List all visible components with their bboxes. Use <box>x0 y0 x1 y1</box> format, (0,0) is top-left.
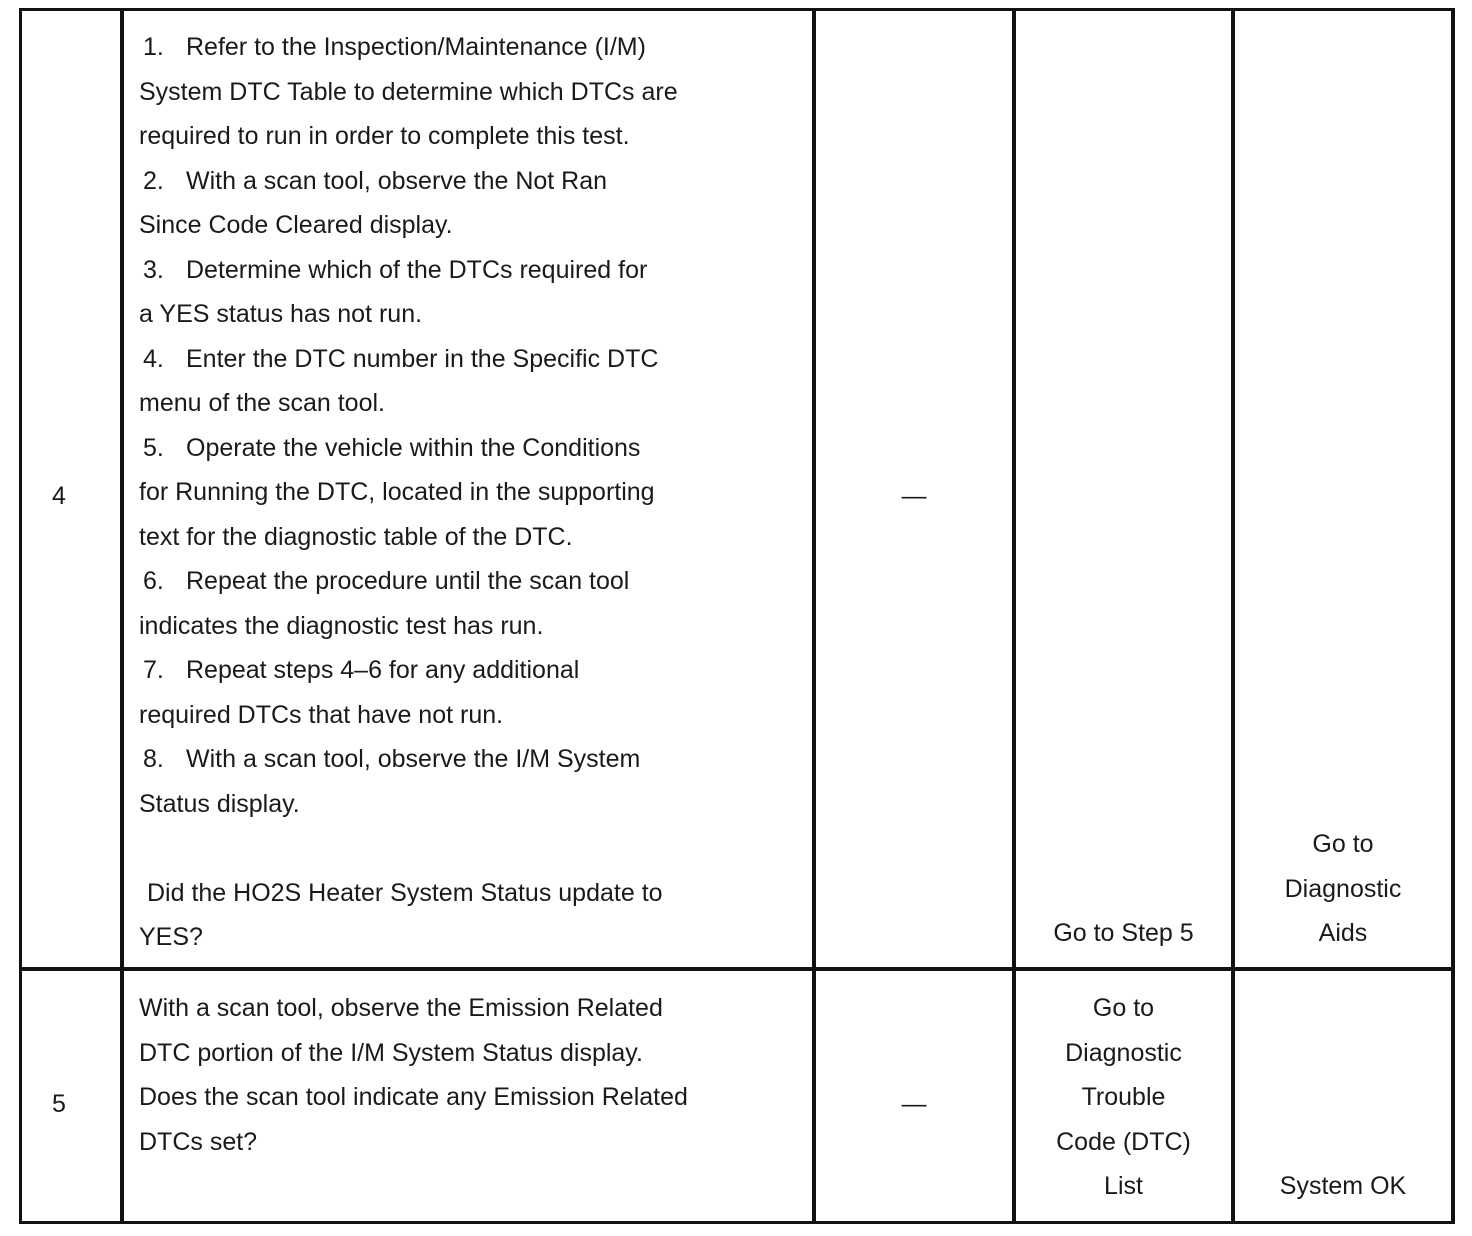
action-item <box>139 337 809 382</box>
step-number-5: 5 <box>52 1090 66 1118</box>
no-line: System OK <box>1279 1172 1407 1200</box>
step-5-action-cell <box>139 986 809 1164</box>
action-text: With a scan tool, observe the Not Ran <box>186 166 608 195</box>
action-text-line: for Running the DTC, located in the supporting <box>139 478 655 506</box>
action-number: 2. <box>143 166 164 195</box>
action-text-line: text for the diagnostic table of the DTC. <box>139 522 573 551</box>
action-text-line: indicates the diagnostic test has run. <box>139 611 544 640</box>
action-number: 1. <box>143 33 164 61</box>
action-text: With a scan tool, observe the I/M System <box>186 745 641 773</box>
step-5-no-action <box>1235 1164 1451 1209</box>
yes-line: Go to Step 5 <box>1053 919 1194 947</box>
no-line: Diagnostic <box>1284 874 1402 903</box>
step-number-4: 4 <box>52 482 66 510</box>
action-text-line: required to run in order to complete this test. <box>139 122 630 150</box>
action-item <box>139 559 809 604</box>
table-border-top <box>19 8 1455 11</box>
yes-line: Diagnostic <box>1065 1038 1182 1067</box>
table-border-right <box>1451 8 1455 1224</box>
action-number: 4. <box>143 344 164 373</box>
action-text: Repeat the procedure until the scan tool <box>186 567 630 595</box>
action-text-line: a YES status has not run. <box>139 300 423 328</box>
action-text-line: Does the scan tool indicate any Emission Related <box>139 1083 688 1111</box>
action-item <box>139 248 809 293</box>
yes-line: List <box>1104 1172 1143 1200</box>
no-line: Aids <box>1318 919 1368 947</box>
yes-line: Trouble <box>1081 1083 1166 1111</box>
action-number: 5. <box>143 433 164 462</box>
action-text: Determine which of the DTCs required for <box>186 255 648 284</box>
yes-line: Code (DTC) <box>1056 1127 1191 1156</box>
action-text-line: System DTC Table to determine which DTCs are <box>139 77 678 106</box>
action-text-line: Status display. <box>139 789 300 818</box>
table-border-left <box>19 8 22 1224</box>
action-number: 3. <box>143 255 164 284</box>
action-item <box>139 737 809 782</box>
column-divider <box>812 8 816 1224</box>
column-divider <box>1231 8 1235 1224</box>
action-text: Enter the DTC number in the Specific DTC <box>186 344 659 373</box>
spacer <box>139 826 809 871</box>
action-text: Operate the vehicle within the Conditions <box>186 433 641 462</box>
action-text: Refer to the Inspection/Maintenance (I/M) <box>186 33 646 61</box>
step-4-action-cell <box>139 25 809 960</box>
action-text-line: DTCs set? <box>139 1127 258 1156</box>
action-text: Repeat steps 4–6 for any additional <box>186 656 580 684</box>
action-item <box>139 159 809 204</box>
question-line: Did the HO2S Heater System Status update to <box>147 878 663 907</box>
no-line: Go to <box>1312 830 1374 858</box>
step-5-yes-action <box>1016 986 1231 1209</box>
step-4-yes-action <box>1016 911 1231 956</box>
row-divider <box>19 967 1455 971</box>
action-text-line: With a scan tool, observe the Emission Related <box>139 994 663 1022</box>
column-divider <box>120 8 124 1224</box>
action-text-line: Since Code Cleared display. <box>139 211 453 239</box>
step-4-value: — <box>901 482 927 510</box>
diagnostic-table <box>19 8 1455 1224</box>
action-item <box>139 426 809 471</box>
action-number: 8. <box>143 745 164 773</box>
action-text-line: required DTCs that have not run. <box>139 700 504 729</box>
action-text-line: menu of the scan tool. <box>139 389 385 417</box>
question-line: YES? <box>139 923 203 951</box>
action-item <box>139 648 809 693</box>
yes-line: Go to <box>1092 994 1155 1022</box>
action-text-line: DTC portion of the I/M System Status display. <box>139 1038 643 1067</box>
action-number: 6. <box>143 567 164 595</box>
action-number: 7. <box>143 656 164 684</box>
step-5-value: — <box>901 1090 927 1118</box>
action-item <box>139 25 809 70</box>
table-border-bottom <box>19 1221 1455 1224</box>
step-4-no-action <box>1235 822 1451 956</box>
